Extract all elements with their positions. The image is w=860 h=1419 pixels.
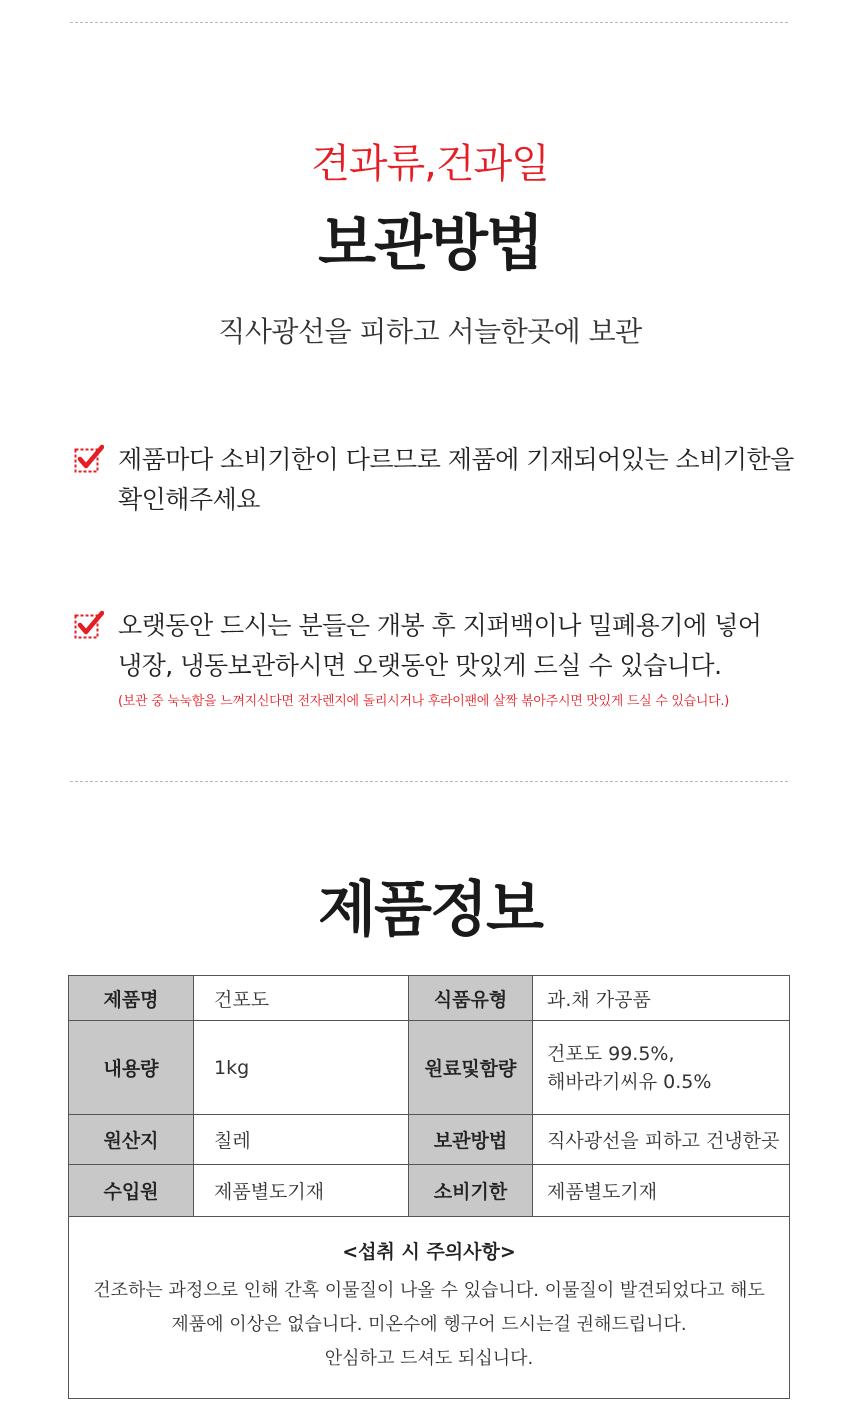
storage-title: 보관방법 <box>318 209 542 279</box>
table-value: 1kg <box>194 1021 409 1115</box>
bullet-line: 확인해주세요 <box>118 485 260 514</box>
table-value-line: 해바라기씨유 0.5% <box>547 1070 712 1093</box>
bullet-note: (보관 중 눅눅함을 느껴지신다면 전자렌지에 돌리시거나 후라이팬에 살짝 볶아주시면 맛있게 드실 수 있습니다.) <box>118 694 729 709</box>
storage-bullet <box>74 606 814 709</box>
storage-bullet <box>74 440 814 520</box>
table-label: 내용량 <box>69 1021 194 1115</box>
notice-line: 제품에 이상은 없습니다. 미온수에 헹구어 드시는걸 권해드립니다. <box>171 1314 687 1335</box>
notice-row <box>69 1217 790 1399</box>
table-label: 식품유형 <box>409 976 533 1021</box>
table-label: 보관방법 <box>409 1115 533 1165</box>
bullet-line: 오랫동안 드시는 분들은 개봉 후 지퍼백이나 밀폐용기에 넣어 <box>118 611 762 640</box>
storage-subtitle: 견과류,건과일 <box>311 141 549 187</box>
table-row <box>69 976 790 1021</box>
table-value: 건포도 <box>194 976 409 1021</box>
table-value: 제품별도기재 <box>533 1165 790 1217</box>
table-row <box>69 1021 790 1115</box>
bullet-line: 냉장, 냉동보관하시면 오랫동안 맛있게 드실 수 있습니다. <box>118 651 722 680</box>
table-row <box>69 1115 790 1165</box>
notice-title: <섭취 시 주의사항> <box>342 1241 516 1263</box>
table-label: 원산지 <box>69 1115 194 1165</box>
table-value: 제품별도기재 <box>194 1165 409 1217</box>
table-value: 직사광선을 피하고 건냉한곳 <box>533 1115 790 1165</box>
table-value: 과.채 가공품 <box>533 976 790 1021</box>
table-value <box>533 1021 790 1115</box>
table-value-line: 건포도 99.5%, <box>547 1042 675 1065</box>
table-row <box>69 1165 790 1217</box>
product-info-title: 제품정보 <box>318 875 542 945</box>
table-value: 칠레 <box>194 1115 409 1165</box>
table-label: 원료및함량 <box>409 1021 533 1115</box>
check-icon <box>74 610 104 640</box>
section-divider <box>70 781 788 782</box>
top-divider <box>70 22 788 23</box>
notice-line: 안심하고 드셔도 되십니다. <box>324 1348 534 1369</box>
check-icon <box>74 444 104 474</box>
product-info-table <box>68 975 790 1399</box>
notice-cell <box>69 1217 790 1399</box>
table-label: 제품명 <box>69 976 194 1021</box>
table-label: 수입원 <box>69 1165 194 1217</box>
notice-line: 건조하는 과정으로 인해 간혹 이물질이 나올 수 있습니다. 이물질이 발견되었다고 해도 <box>93 1280 765 1301</box>
storage-intro: 직사광선을 피하고 서늘한곳에 보관 <box>218 315 642 348</box>
bullet-line: 제품마다 소비기한이 다르므로 제품에 기재되어있는 소비기한을 <box>118 445 794 474</box>
table-label: 소비기한 <box>409 1165 533 1217</box>
